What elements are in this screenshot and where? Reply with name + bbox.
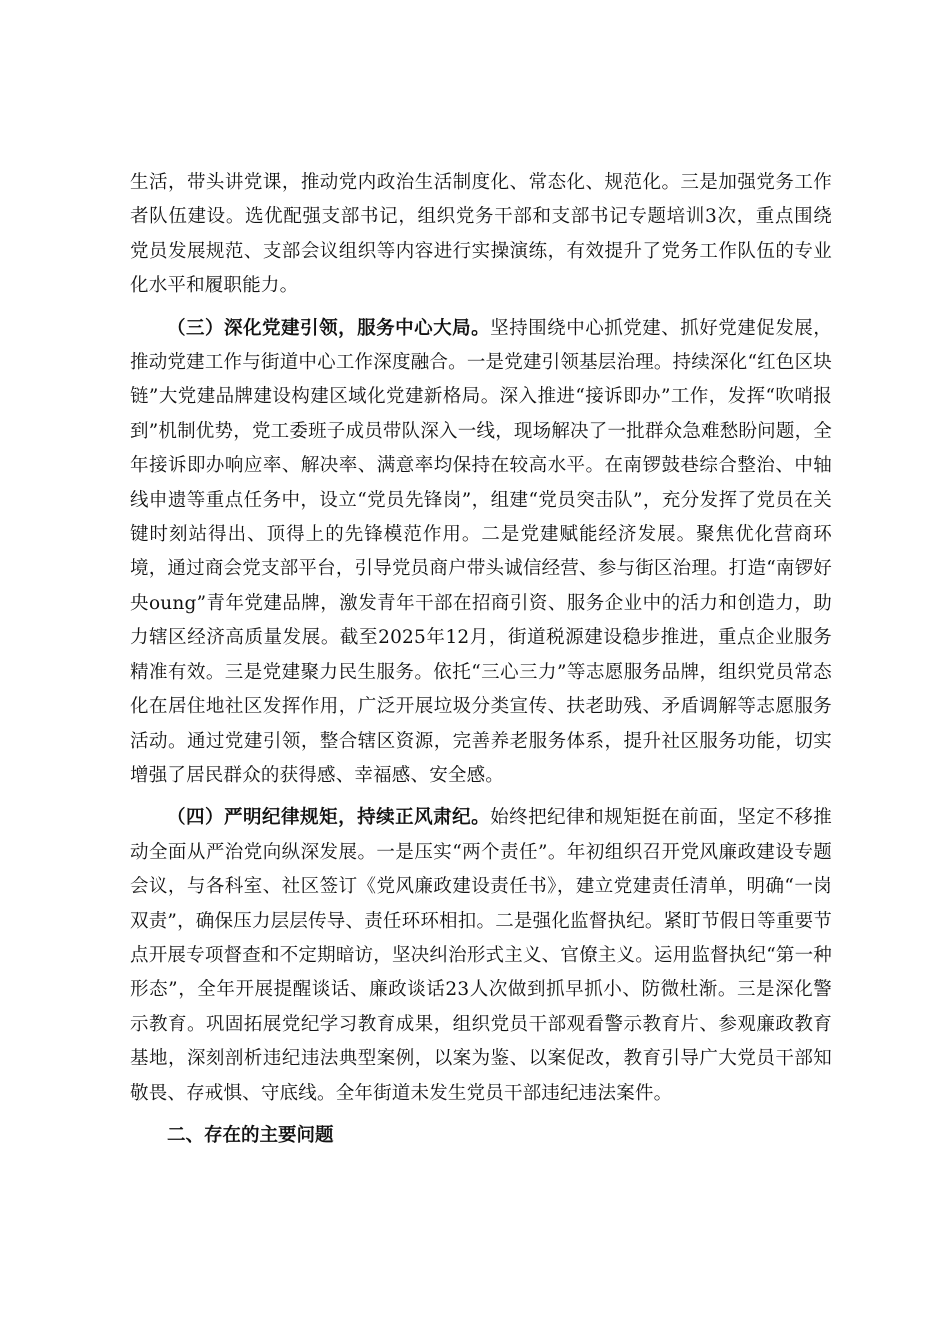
- document-page: [130, 166, 832, 1153]
- section-heading: 二、存在的主要问题: [167, 1124, 334, 1146]
- paragraph-text: 坚持围绕中心抓党建、抓好党建促发展，推动党建工作与街道中心工作深度融合。一是党建引领基层治理。持续深化“红色区块链”大党建品牌建设构建区域化党建新格局。深入推进“接诉即办”工作，发挥“吹哨报到”机制优势，党工委班子成员带队深入一线，现场解决了一批群众急难愁盼问题，全年接诉即办响应率、解决率、满意率均保持在较高水平。在南锣鼓巷综合整治、中轴线申遗等重点任务中，设立“党员先锋岗”，组建“党员突击队”，充分发挥了党员在关键时刻站得出、顶得上的先锋模范作用。二是党建赋能经济发展。聚焦优化营商环境，通过商会党支部平台，引导党员商户带头诚信经营、参与街区治理。打造“南锣好央oung”青年党建品牌，激发青年干部在招商引资、服务企业中的活力和创造力，助力辖区经济高质量发展。截至2025年12月，街道税源建设稳步推进，重点企业服务精准有效。三是党建聚力民生服务。依托“三心三力”等志愿服务品牌，组织党员常态化在居住地社区发挥作用，广泛开展垃圾分类宣传、扶老助残、矛盾调解等志愿服务活动。通过党建引领，整合辖区资源，完善养老服务体系，提升社区服务功能，切实增强了居民群众的获得感、幸福感、安全感。: [130, 317, 833, 786]
- paragraph-lead-heading: （四）严明纪律规矩，持续正风肃纪。: [167, 807, 491, 829]
- paragraph-continuation: [130, 166, 832, 304]
- paragraph-section-four: [130, 801, 832, 1111]
- paragraph-text: 始终把纪律和规矩挺在前面，坚定不移推动全面从严治党向纵深发展。一是压实“两个责任”。年初组织召开党风廉政建设专题会议，与各科室、社区签订《党风廉政建设责任书》，建立党建责任清单，明确“一岗双责”，确保压力层层传导、责任环环相扣。二是强化监督执纪。紧盯节假日等重要节点开展专项督查和不定期暗访，坚决纠治形式主义、官僚主义。运用监督执纪“第一种形态”，全年开展提醒谈话、廉政谈话23人次做到抓早抓小、防微杜渐。三是深化警示教育。巩固拓展党纪学习教育成果，组织党员干部观看警示教育片、参观廉政教育基地，深刻剖析违纪违法典型案例，以案为鉴、以案促改，教育引导广大党员干部知敬畏、存戒惧、守底线。全年街道未发生党员干部违纪违法案件。: [130, 807, 833, 1104]
- paragraph-section-three: [130, 312, 832, 794]
- paragraph-text: 生活，带头讲党课，推动党内政治生活制度化、常态化、规范化。三是加强党务工作者队伍建设。选优配强支部书记，组织党务干部和支部书记专题培训3次，重点围绕党员发展规范、支部会议组织等内容进行实操演练，有效提升了党务工作队伍的专业化水平和履职能力。: [130, 172, 832, 297]
- paragraph-lead-heading: （三）深化党建引领，服务中心大局。: [167, 317, 491, 339]
